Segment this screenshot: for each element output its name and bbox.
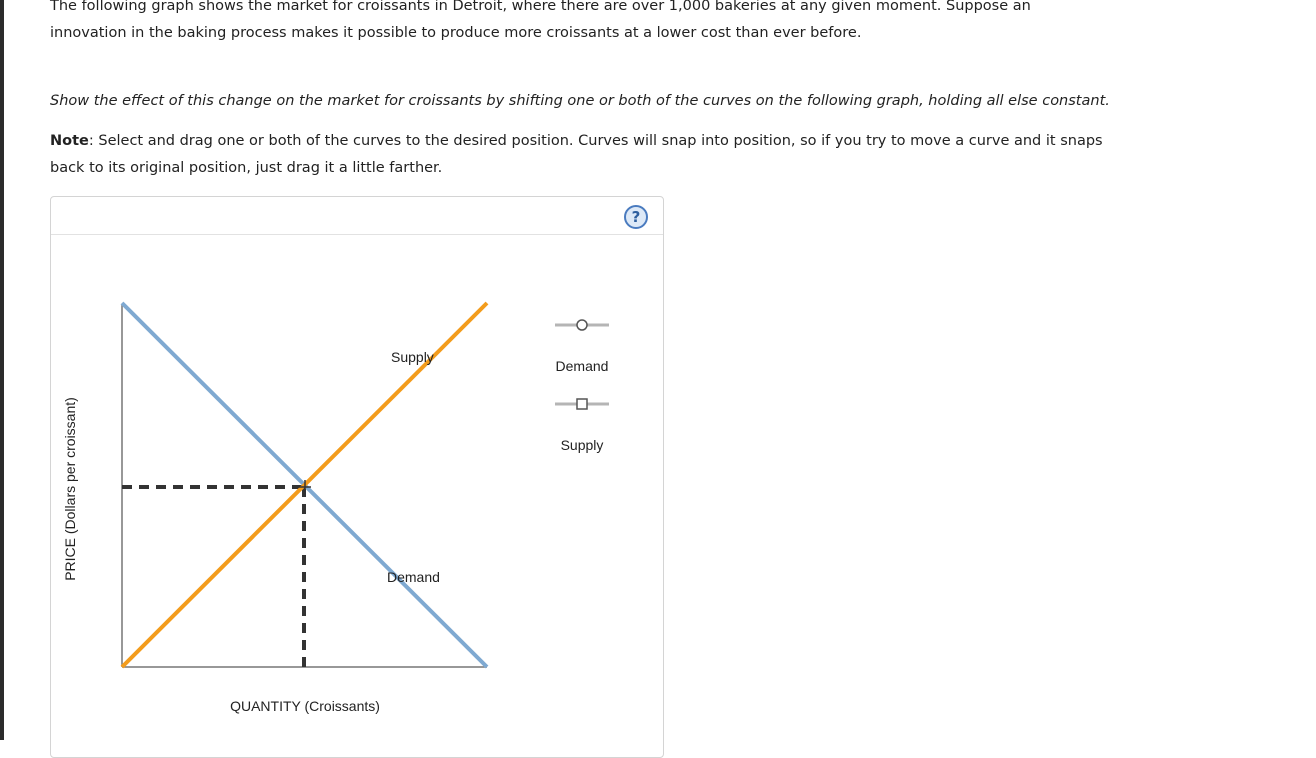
y-axis-label: PRICE (Dollars per croissant) (62, 397, 78, 581)
intro-paragraph: The following graph shows the market for croissants in Detroit, where there are over 1,000 bakeries at any given moment. Suppose an innovation in the baking process makes it possible to produce more croissants at a lower cost than ever before. (50, 0, 1031, 41)
task-paragraph: Show the effect of this change on the market for croissants by shifting one or both of the curves on the following graph, holding all else constant. (50, 93, 1110, 109)
note-paragraph (50, 128, 1110, 182)
x-axis-label: QUANTITY (Croissants) (230, 698, 380, 714)
note-text: : Select and drag one or both of the curves to the desired position. Curves will snap into position, so if you try to move a curve and it snaps back to its original position, just drag it a little farther. (50, 133, 1103, 176)
legend-supply-square-icon (577, 399, 587, 409)
legend-demand-tool[interactable] (555, 320, 609, 374)
help-button[interactable]: ? (624, 205, 648, 229)
graph-canvas (51, 197, 663, 741)
note-label: Note (50, 133, 89, 149)
graph-panel (50, 196, 664, 758)
left-window-edge (0, 0, 4, 740)
legend-demand-circle-icon (577, 320, 587, 330)
legend-supply-tool[interactable] (555, 399, 609, 453)
supply-curve-label: Supply (391, 349, 434, 365)
legend-demand-label: Demand (555, 358, 609, 374)
legend-supply-label: Supply (560, 437, 604, 453)
demand-curve-label: Demand (387, 569, 440, 585)
